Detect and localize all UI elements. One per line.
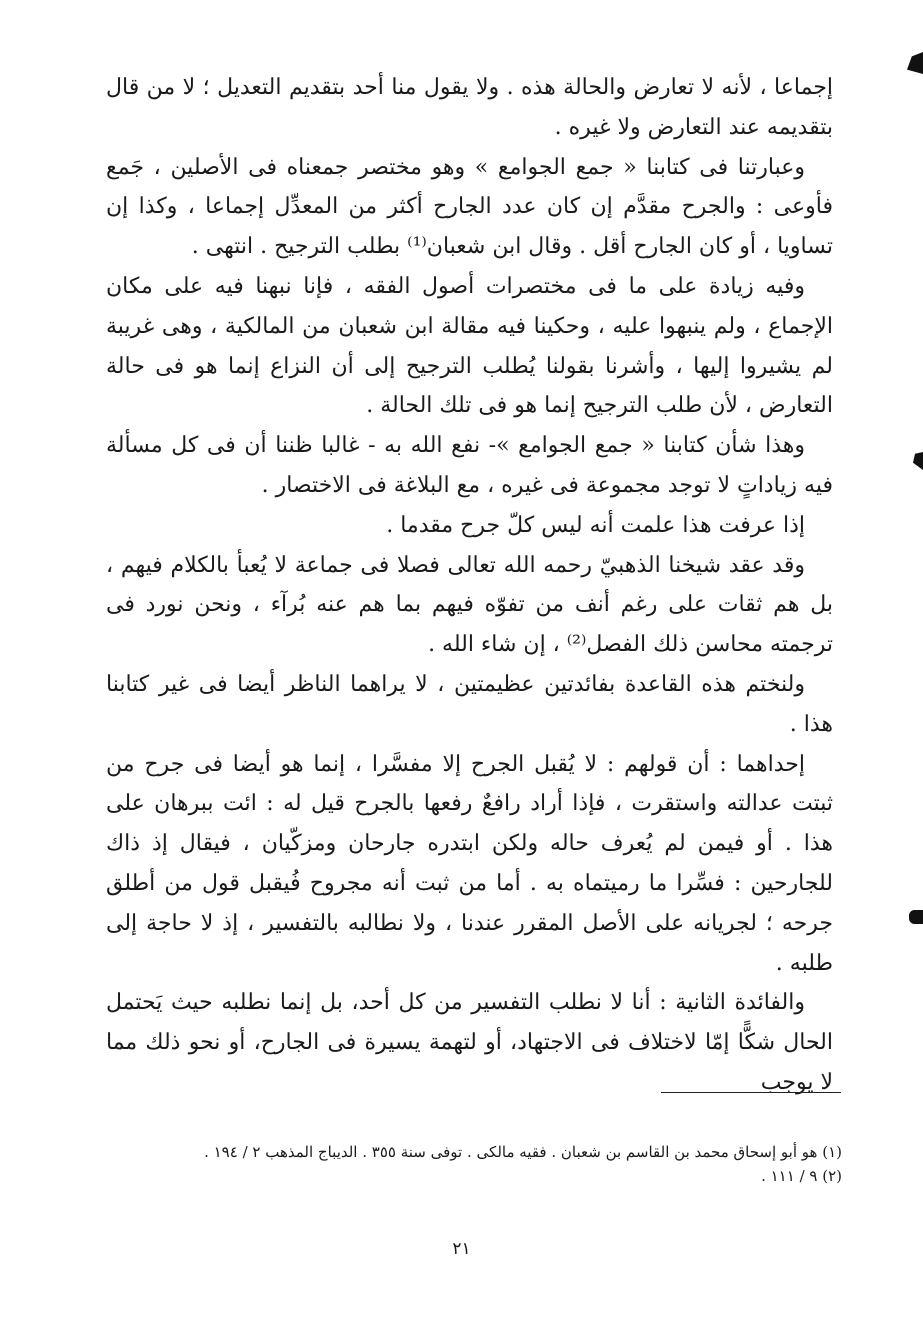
paragraph: إذا عرفت هذا علمت أنه ليس كلّ جرح مقدما . [386, 512, 805, 538]
paragraph: إجماعا ، لأنه لا تعارض والحالة هذه . ولا يقول منا أحد بتقديم التعديل ؛ لا من قال بتقديمه عند التعارض ولا غيره . [106, 75, 833, 140]
page-number: ٢١ [452, 1239, 471, 1259]
page-edge-mark [913, 452, 923, 470]
footnote: (٢) ٩ / ١١١ . [761, 1167, 842, 1185]
footnote-separator [661, 1092, 841, 1093]
page-edge-mark [907, 52, 923, 74]
footnotes [150, 1140, 842, 1188]
paragraph: وقد عقد شيخنا الذهبيّ رحمه الله تعالى فصلا فى جماعة لا يُعبأ بالكلام فيهم ، بل هم ثقات على رغم أنف من تفوّه فيهم بما هم عنه بُرآء ، ونحن نورد فى ترجمته محاسن ذلك الفصل⁽²⁾ ، إن شاء الله . [106, 552, 833, 658]
paragraph: وهذا شأن كتابنا « جمع الجوامع »- نفع الله به - غالبا ظننا أن فى كل مسألة فيه زياداتٍ لا توجد مجموعة فى غيره ، مع البلاغة فى الاختصار . [106, 433, 833, 498]
paragraph: إحداهما : أن قولهم : لا يُقبل الجرح إلا مفسَّرا ، إنما هو أيضا فى جرح من ثبتت عدالته واستقرت ، فإذا أراد رافعٌ رفعها بالجرح قيل له : ائت ببرهان على هذا . أو فيمن لم يُعرف حاله ولكن ابتدره جارحان ومزكّيان ، فيقال إذ ذاك للجارحين : فسِّرا ما رميتماه به . أما من ثبت أنه مجروح فُيقبل قول من أطلق جرحه ؛ لجريانه على الأصل المقرر عندنا ، ولا نطالبه بالتفسير ، إذ لا حاجة إلى طلبه . [106, 751, 833, 976]
paragraph: والفائدة الثانية : أنا لا نطلب التفسير من كل أحد، بل إنما نطلبه حيث يَحتمل الحال شكًّا إمّا لاختلاف فى الاجتهاد، أو لتهمة يسيرة فى الجارح، أو نحو ذلك مما لا يوجب [106, 990, 833, 1095]
paragraph: وفيه زيادة على ما فى مختصرات أصول الفقه ، فإنا نبهنا فيه على مكان الإجماع ، ولم ينبهوا عليه ، وحكينا فيه مقالة ابن شعبان من المالكية ، وهى غريبة لم يشيروا إليها ، وأشرنا بقولنا يُطلب الترجيح إلى أن النزاع إنما هو فى حالة التعارض ، لأن طلب الترجيح إنما هو فى تلك الحالة . [106, 273, 833, 419]
main-text [106, 68, 833, 1103]
footnote: (١) هو أبو إسحاق محمد بن القاسم بن شعبان . فقيه مالكى . توفى سنة ٣٥٥ . الديباج المذهب ٢ / ١٩٤ . [204, 1143, 842, 1161]
paragraph: ولنختم هذه القاعدة بفائدتين عظيمتين ، لا يراهما الناظر أيضا فى غير كتابنا هذا . [106, 671, 833, 737]
paragraph: وعبارتنا فى كتابنا « جمع الجوامع » وهو مختصر جمعناه فى الأصلين ، جَمع فأوعى : والجرح مقدَّم إن كان عدد الجارح أكثر من المعدِّل إجماعا ، وكذا إن تساويا ، أو كان الجارح أقل . وقال ابن شعبان⁽¹⁾ بطلب الترجيح . انتهى . [106, 154, 833, 260]
page-edge-mark [909, 910, 923, 924]
